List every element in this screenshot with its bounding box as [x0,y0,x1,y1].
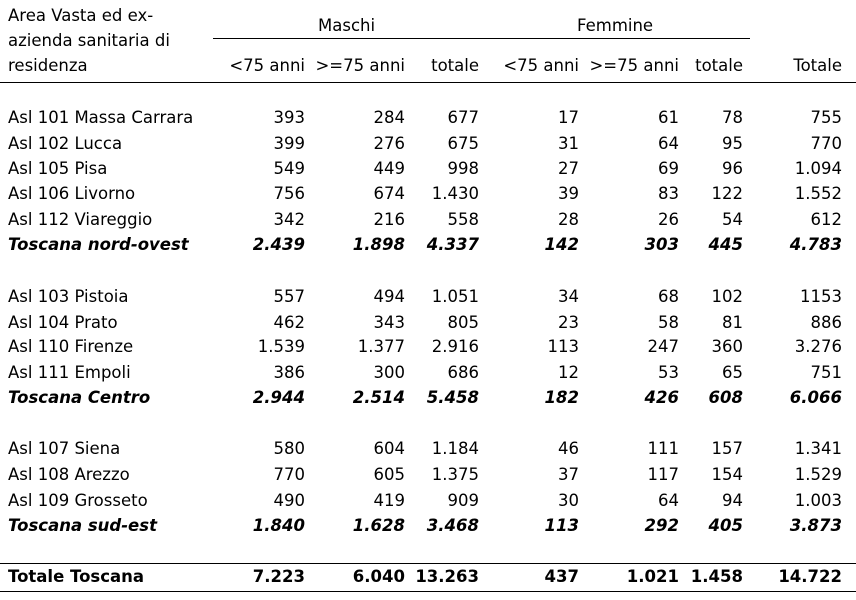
cell-total: 1.094 [794,159,842,178]
cell-m-tot: 1.051 [431,287,479,306]
cell-m-tot: 558 [447,210,479,229]
cell-total: 6.066 [789,388,842,407]
cell-total: 3.873 [789,516,842,535]
cell-f-lt75: 437 [544,567,579,586]
cell-m-ge75: 284 [373,108,405,127]
header-total-all: Totale [793,56,842,75]
cell-f-lt75: 46 [558,439,579,458]
cell-f-lt75: 142 [544,235,579,254]
cell-f-ge75: 292 [644,516,679,535]
header-maschi: Maschi [318,16,376,35]
row-name: Asl 104 Prato [8,313,118,332]
cell-f-ge75: 26 [658,210,679,229]
cell-total: 751 [810,363,842,382]
row-name: Asl 109 Grosseto [8,491,148,510]
cell-f-ge75: 64 [658,491,679,510]
row-name: Asl 102 Lucca [8,134,123,153]
cell-f-tot: 78 [722,108,743,127]
cell-f-lt75: 17 [558,108,579,127]
header-m-totale: totale [431,56,479,75]
cell-f-ge75: 303 [644,235,679,254]
cell-total: 14.722 [778,567,842,586]
cell-m-ge75: 2.514 [352,388,405,407]
cell-total: 1.341 [794,439,842,458]
cell-m-ge75: 6.040 [352,567,405,586]
cell-m-tot: 909 [447,491,479,510]
cell-f-ge75: 1.021 [626,567,679,586]
cell-m-ge75: 300 [373,363,405,382]
row-name: Asl 112 Viareggio [8,210,153,229]
cell-m-lt75: 2.944 [252,388,305,407]
cell-f-ge75: 111 [647,439,679,458]
header-area-line-3: residenza [8,56,88,75]
cell-m-tot: 675 [447,134,479,153]
header-femmine: Femmine [577,16,654,35]
cell-f-ge75: 61 [658,108,679,127]
header-f-ge75: >=75 anni [589,56,679,75]
cell-m-lt75: 393 [273,108,305,127]
cell-m-lt75: 580 [273,439,305,458]
cell-m-tot: 1.184 [431,439,479,458]
cell-total: 612 [810,210,842,229]
cell-total: 886 [810,313,842,332]
cell-total: 1.529 [794,465,842,484]
cell-m-lt75: 770 [273,465,305,484]
cell-m-tot: 686 [447,363,479,382]
header-m-ge75: >=75 anni [315,56,405,75]
cell-m-lt75: 1.840 [252,516,305,535]
cell-m-ge75: 419 [373,491,405,510]
cell-m-tot: 13.263 [415,567,479,586]
cell-m-ge75: 216 [373,210,405,229]
cell-f-tot: 1.458 [690,567,743,586]
cell-total: 4.783 [789,235,842,254]
header-f-lt75: <75 anni [503,56,579,75]
cell-m-tot: 805 [447,313,479,332]
row-name: Asl 110 Firenze [8,337,134,356]
cell-f-tot: 157 [711,439,743,458]
cell-total: 770 [810,134,842,153]
cell-f-tot: 94 [722,491,743,510]
header-m-lt75: <75 anni [229,56,305,75]
grand-total-top-rule [0,563,856,564]
cell-m-tot: 4.337 [426,235,479,254]
cell-f-ge75: 69 [658,159,679,178]
row-name: Asl 103 Pistoia [8,287,129,306]
cell-f-lt75: 31 [558,134,579,153]
header-area-line-2: azienda sanitaria di [8,31,170,50]
cell-m-tot: 5.458 [426,388,479,407]
row-name: Asl 105 Pisa [8,159,108,178]
cell-m-ge75: 605 [373,465,405,484]
cell-f-lt75: 27 [558,159,579,178]
cell-m-lt75: 399 [273,134,305,153]
table-bottom-rule [0,591,856,592]
header-bottom-rule [0,82,856,83]
cell-total: 1153 [800,287,842,306]
row-name: Toscana Centro [8,388,151,407]
cell-total: 1.003 [794,491,842,510]
cell-m-tot: 677 [447,108,479,127]
cell-m-lt75: 462 [273,313,305,332]
cell-m-tot: 998 [447,159,479,178]
row-name: Toscana sud-est [8,516,157,535]
cell-m-ge75: 604 [373,439,405,458]
header-f-totale: totale [695,56,743,75]
cell-m-ge75: 1.377 [357,337,405,356]
cell-m-lt75: 342 [273,210,305,229]
row-name: Totale Toscana [8,567,145,586]
cell-m-lt75: 7.223 [252,567,305,586]
cell-f-tot: 608 [708,388,743,407]
cell-m-tot: 3.468 [426,516,479,535]
cell-m-lt75: 386 [273,363,305,382]
cell-f-lt75: 39 [558,184,579,203]
cell-m-tot: 2.916 [431,337,479,356]
cell-f-tot: 102 [711,287,743,306]
row-name: Asl 101 Massa Carrara [8,108,194,127]
cell-f-ge75: 117 [647,465,679,484]
cell-f-lt75: 30 [558,491,579,510]
cell-m-ge75: 1.898 [352,235,405,254]
cell-m-lt75: 557 [273,287,305,306]
cell-f-ge75: 83 [658,184,679,203]
cell-total: 755 [810,108,842,127]
cell-f-tot: 445 [708,235,743,254]
cell-f-lt75: 113 [544,516,579,535]
cell-f-ge75: 58 [658,313,679,332]
cell-f-ge75: 247 [647,337,679,356]
row-name: Asl 107 Siena [8,439,121,458]
cell-f-lt75: 182 [544,388,579,407]
cell-m-lt75: 549 [273,159,305,178]
cell-m-lt75: 756 [273,184,305,203]
cell-m-ge75: 674 [373,184,405,203]
header-group-rule [213,38,750,39]
cell-f-ge75: 68 [658,287,679,306]
cell-m-ge75: 494 [373,287,405,306]
header-area-line-1: Area Vasta ed ex- [8,6,154,25]
row-name: Asl 106 Livorno [8,184,136,203]
row-name: Toscana nord-ovest [8,235,189,254]
cell-f-tot: 154 [711,465,743,484]
cell-f-tot: 65 [722,363,743,382]
cell-f-tot: 95 [722,134,743,153]
cell-m-tot: 1.430 [431,184,479,203]
cell-f-tot: 81 [722,313,743,332]
cell-f-lt75: 28 [558,210,579,229]
cell-m-tot: 1.375 [431,465,479,484]
cell-f-lt75: 37 [558,465,579,484]
cell-f-lt75: 12 [558,363,579,382]
cell-f-tot: 405 [708,516,743,535]
cell-m-ge75: 449 [373,159,405,178]
cell-m-lt75: 2.439 [252,235,305,254]
cell-f-ge75: 64 [658,134,679,153]
cell-m-ge75: 276 [373,134,405,153]
cell-m-lt75: 490 [273,491,305,510]
cell-f-lt75: 34 [558,287,579,306]
cell-m-lt75: 1.539 [257,337,305,356]
row-name: Asl 108 Arezzo [8,465,130,484]
cell-f-ge75: 53 [658,363,679,382]
cell-total: 1.552 [794,184,842,203]
cell-f-ge75: 426 [644,388,679,407]
cell-f-tot: 122 [711,184,743,203]
cell-f-lt75: 23 [558,313,579,332]
cell-m-ge75: 343 [373,313,405,332]
cell-f-tot: 360 [711,337,743,356]
row-name: Asl 111 Empoli [8,363,131,382]
cell-f-lt75: 113 [547,337,579,356]
cell-total: 3.276 [794,337,842,356]
cell-f-tot: 54 [722,210,743,229]
cell-f-tot: 96 [722,159,743,178]
cell-m-ge75: 1.628 [352,516,405,535]
